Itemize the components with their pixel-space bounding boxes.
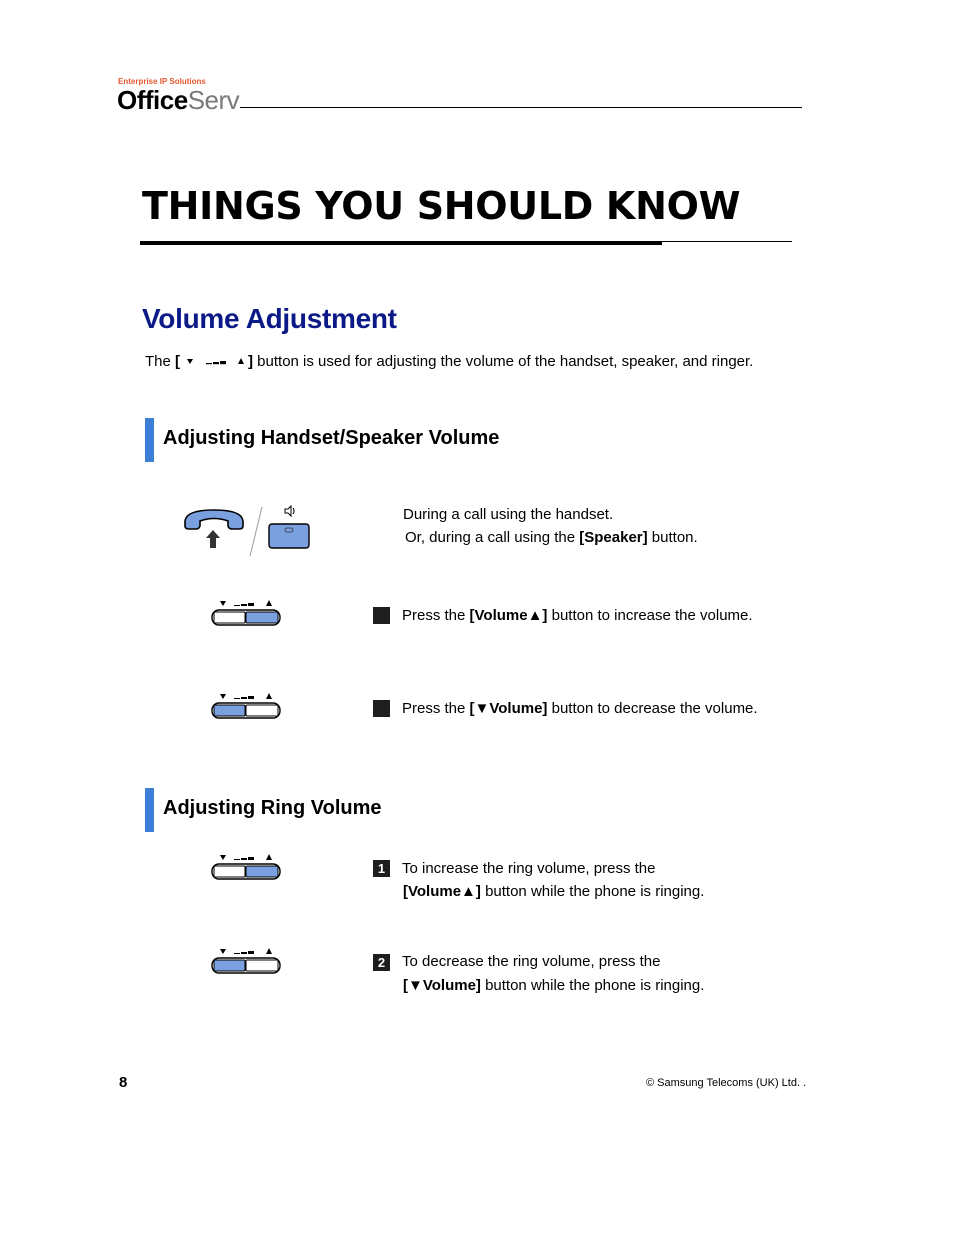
context-handset: During a call using the handset.: [403, 506, 614, 523]
title-rule-thin: [662, 241, 792, 242]
page-title: THINGS YOU SHOULD KNOW: [142, 184, 741, 228]
volume-key-icon: [180, 353, 248, 369]
page-number: 8: [119, 1074, 128, 1091]
ring-increase-line2: [403, 880, 704, 903]
subsection-accent-bar: [145, 788, 154, 832]
intro-suffix: button is used for adjusting the volume of the handset, speaker, and ringer.: [253, 353, 754, 370]
volume-down-key-label: [▼Volume]: [469, 700, 548, 717]
volume-key-down-highlighted: [210, 946, 282, 976]
step-decrease-volume: [402, 697, 758, 720]
handset-speaker-illustration: [180, 500, 315, 560]
step-increase-volume: [402, 604, 753, 627]
step-number-1: 1: [373, 860, 390, 877]
volume-down-key-label: [▼Volume]: [403, 977, 481, 994]
section-title: Volume Adjustment: [142, 303, 397, 334]
header-rule: [240, 107, 802, 108]
context-speaker: [405, 526, 698, 549]
officeserv-logo: [117, 85, 239, 116]
volume-up-key-label: [Volume▲]: [469, 607, 548, 624]
speaker-button-icon: [269, 506, 309, 548]
volume-key-up-highlighted: [210, 852, 282, 882]
step-increase-suffix: button to increase the volume.: [547, 607, 753, 624]
intro-paragraph: [145, 353, 753, 370]
copyright-notice: © Samsung Telecoms (UK) Ltd. .: [646, 1077, 807, 1089]
subsection-title-handset: Adjusting Handset/Speaker Volume: [163, 427, 500, 449]
context-speaker-prefix: Or, during a call using the: [405, 529, 580, 546]
ring-decrease-line2: [403, 974, 704, 997]
volume-key-up-highlighted: [210, 598, 282, 628]
step-decrease-suffix: button to decrease the volume.: [547, 700, 758, 717]
ring-increase-suffix: button while the phone is ringing.: [480, 883, 705, 900]
brand-tagline: Enterprise IP Solutions: [118, 77, 206, 86]
step-marker: [373, 700, 390, 717]
ring-increase-line1: To increase the ring volume, press the: [402, 860, 656, 877]
step-increase-prefix: Press the: [402, 607, 470, 624]
intro-prefix: The: [145, 353, 176, 370]
subsection-title-ring: Adjusting Ring Volume: [163, 797, 382, 819]
subsection-accent-bar: [145, 418, 154, 462]
ring-decrease-line1: To decrease the ring volume, press the: [402, 953, 661, 970]
step-marker: [373, 607, 390, 624]
volume-key-down-highlighted: [210, 691, 282, 721]
intro-open-bracket: [: [175, 353, 181, 370]
handset-lift-icon: [185, 510, 243, 548]
speaker-key-label: [Speaker]: [579, 529, 648, 546]
context-speaker-suffix: button.: [647, 529, 698, 546]
step-decrease-prefix: Press the: [402, 700, 470, 717]
volume-up-key-label: [Volume▲]: [403, 883, 481, 900]
step-number-2: 2: [373, 954, 390, 971]
intro-close-bracket: ]: [248, 353, 254, 370]
logo-office-text: Office: [117, 85, 188, 115]
ring-decrease-suffix: button while the phone is ringing.: [480, 977, 705, 994]
logo-serv-text: Serv: [187, 85, 240, 115]
title-rule: [140, 241, 662, 245]
